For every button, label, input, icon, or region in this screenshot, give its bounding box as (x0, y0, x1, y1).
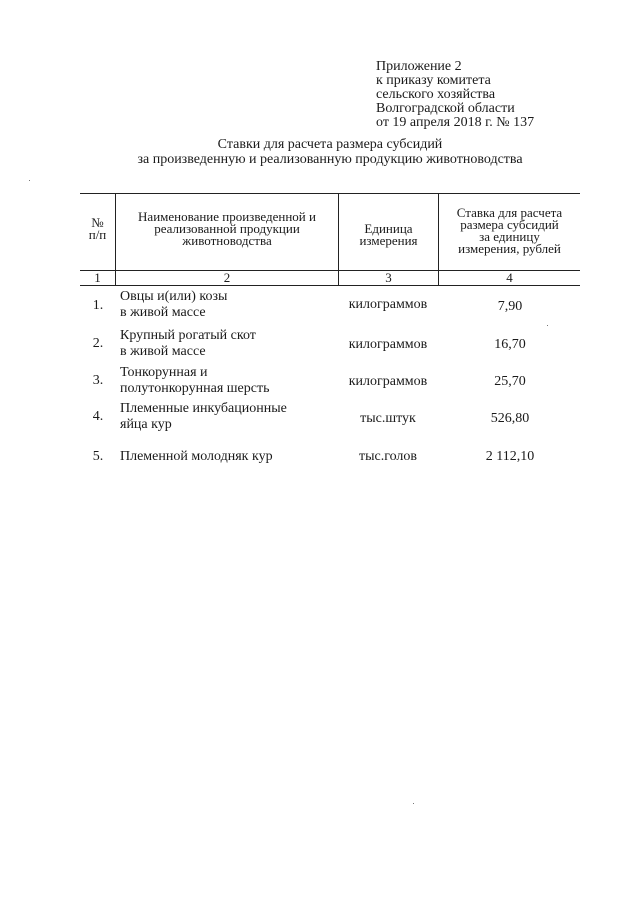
row-unit: тыс.голов (358, 449, 418, 464)
row-name-line: Племенные инкубационные (120, 401, 287, 416)
column-number: 3 (385, 270, 392, 285)
document-title (0, 137, 640, 167)
row-unit: тыс.штук (360, 411, 416, 426)
row-name-line: Тонкорунная и (120, 365, 208, 380)
header-unit-line: измерения (359, 233, 418, 248)
row-number: 3. (92, 373, 104, 388)
row-rate: 2 112,10 (485, 449, 535, 464)
row-number: 1. (92, 298, 104, 313)
row-unit: килограммов (348, 297, 428, 312)
appendix-block (376, 60, 534, 130)
row-name (120, 401, 287, 433)
appendix-line: сельского хозяйства (376, 87, 496, 102)
row-unit: килограммов (348, 337, 428, 352)
header-no (80, 217, 115, 241)
header-rate (439, 207, 580, 255)
row-rate: 526,80 (490, 411, 530, 426)
title-line-1: Ставки для расчета размера субсидий (217, 137, 443, 152)
header-rate-line: размера субсидий (460, 217, 559, 232)
row-name-line: в живой массе (120, 344, 206, 359)
appendix-line: Приложение 2 (376, 59, 462, 74)
header-rate-line: Ставка для расчета (456, 205, 563, 220)
header-name-line: Наименование произведенной и (138, 209, 316, 224)
row-number: 4. (92, 409, 104, 424)
column-number: 2 (223, 270, 231, 285)
header-name (116, 211, 338, 247)
rates-table (80, 193, 580, 483)
column-number: 1 (94, 270, 101, 285)
row-number: 2. (92, 336, 104, 351)
header-no-line: № (91, 215, 104, 230)
title-line-2: за произведенную и реализованную продукцию животноводства (137, 152, 523, 167)
scan-speck (547, 325, 548, 326)
scan-speck (413, 803, 414, 804)
row-name-line: Племенной молодняк кур (120, 449, 273, 464)
appendix-line: от 19 апреля 2018 г. № 137 (376, 115, 535, 130)
appendix-line: к приказу комитета (376, 73, 491, 88)
row-name-line: Овцы и(или) козы (120, 289, 228, 304)
header-unit-line: Единица (364, 221, 413, 236)
row-name (120, 449, 273, 465)
row-rate: 16,70 (494, 337, 526, 352)
column-number: 4 (506, 270, 513, 285)
row-rate: 25,70 (494, 374, 526, 389)
row-name (120, 328, 256, 360)
row-number: 5. (92, 449, 104, 464)
table-top-border (80, 193, 580, 194)
row-name (120, 289, 227, 321)
row-name (120, 365, 269, 397)
header-no-line: п/п (88, 227, 107, 242)
header-rate-line: измерения, рублей (458, 241, 561, 256)
row-name-line: полутонкорунная шерсть (120, 381, 270, 396)
row-name-line: Крупный рогатый скот (120, 328, 256, 343)
header-name-line: животноводства (182, 233, 272, 248)
scan-speck (29, 180, 30, 181)
row-name-line: яйца кур (120, 417, 172, 432)
header-name-line: реализованной продукции (154, 221, 300, 236)
row-name-line: в живой массе (120, 305, 206, 320)
row-rate: 7,90 (497, 299, 523, 314)
column-numbers-separator (80, 285, 580, 286)
appendix-line: Волгоградской области (376, 101, 515, 116)
header-rate-line: за единицу (479, 229, 540, 244)
row-unit: килограммов (348, 374, 428, 389)
header-unit (339, 223, 438, 247)
